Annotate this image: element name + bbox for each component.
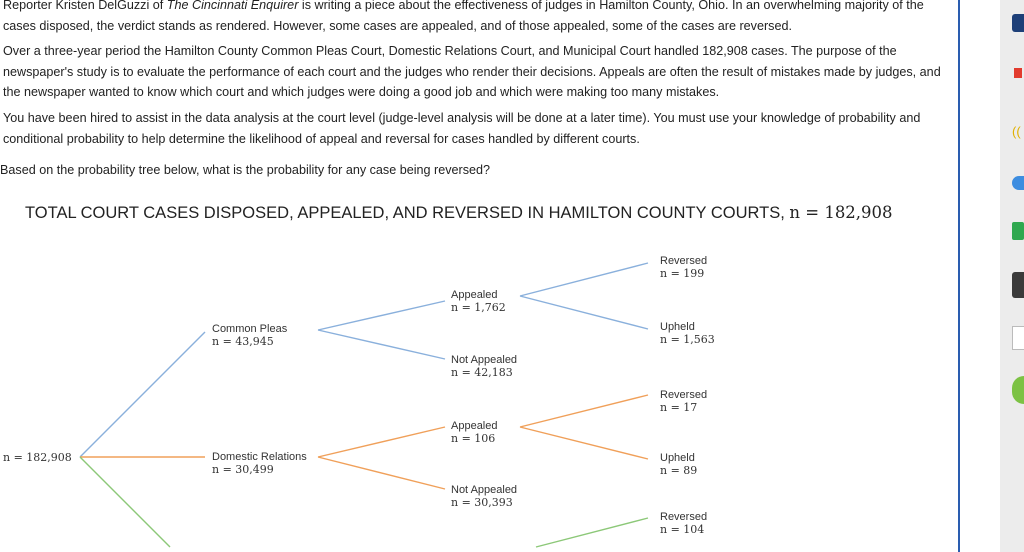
- intro-paragraph-1: [3, 0, 951, 36]
- tree-node-dr-upheld: [660, 452, 697, 477]
- tree-title-n: n = 182,908: [789, 203, 893, 222]
- node-label: Reversed: [660, 255, 708, 267]
- branch-dr-upheld: [520, 427, 648, 459]
- intro-text: Reporter Kristen DelGuzzi of: [3, 0, 167, 12]
- broadcast-icon[interactable]: ((: [1012, 124, 1021, 139]
- node-label: Appealed: [451, 420, 498, 432]
- node-label: Reversed: [660, 511, 708, 523]
- tree-node-dr-appealed: [451, 420, 498, 445]
- bookmark-icon[interactable]: [1012, 14, 1024, 32]
- circle-app-icon[interactable]: [1012, 376, 1024, 404]
- node-count: n = 1,762: [451, 300, 506, 314]
- branch-root-municipal: [80, 457, 170, 547]
- tree-node-mc-reversed: [660, 511, 707, 536]
- node-label: Upheld: [660, 452, 695, 464]
- node-label: Appealed: [451, 289, 498, 301]
- node-label: Domestic Relations: [212, 451, 307, 463]
- tree-node-cp-upheld: [660, 321, 715, 346]
- tree-node-cp-appealed: [451, 289, 506, 314]
- intro-paragraph-3: You have been hired to assist in the data analysis at the court level (judge-level analysis will be done at a later time). You must use your knowledge of probability and conditional probability to help determine the likelihood of appeal and reversal for cases handled by different courts.: [3, 111, 921, 146]
- branch-cp-reversed: [520, 263, 648, 296]
- right-panel: [960, 0, 1000, 552]
- branch-dr-reversed: [520, 395, 648, 427]
- node-label: Common Pleas: [212, 323, 288, 335]
- publication-name: The Cincinnati Enquirer: [166, 0, 299, 12]
- node-count: n = 199: [660, 266, 705, 280]
- branch-dr-appealed: [318, 427, 445, 457]
- node-count: n = 30,499: [212, 462, 274, 476]
- branch-dr-not-appealed: [318, 457, 445, 489]
- intro-text: is writing a piece about the effectiveness of judges in Hamilton County, Ohio. In an overwhelming majority of the cases disposed, the verdict stands as rendered. However, some cases are appealed, and of those appealed, some of the cases are reversed.: [3, 0, 924, 33]
- node-count: n = 17: [660, 400, 698, 414]
- tree-node-dr-not-appealed: [451, 484, 517, 509]
- branch-cp-appealed: [318, 301, 445, 330]
- branch-cp-not-appealed: [318, 330, 445, 359]
- tree-node-common-pleas: [212, 323, 287, 348]
- side-dock: [1000, 0, 1024, 552]
- node-label: Not Appealed: [451, 354, 518, 366]
- tree-node-dr-reversed: [660, 389, 707, 414]
- tree-node-domestic-relations: [212, 451, 307, 476]
- tree-title-text: TOTAL COURT CASES DISPOSED, APPEALED, AND REVERSED IN HAMILTON COUNTY COURTS,: [25, 204, 790, 222]
- node-count: n = 30,393: [451, 495, 513, 509]
- tree-title: [25, 203, 893, 223]
- document-icon[interactable]: [1012, 326, 1024, 350]
- tree-node-cp-reversed: [660, 255, 707, 280]
- tree-node-cp-not-appealed: [451, 354, 517, 379]
- node-count: n = 104: [660, 522, 705, 536]
- node-count: n = 42,183: [451, 365, 513, 379]
- node-label: Reversed: [660, 389, 708, 401]
- flag-icon[interactable]: [1014, 68, 1022, 78]
- branch-root-common-pleas: [80, 332, 205, 457]
- tree-node-root: [3, 452, 72, 465]
- node-count: n = 89: [660, 463, 698, 477]
- intro-paragraph-2: Over a three-year period the Hamilton County Common Pleas Court, Domestic Relations Court, and Municipal Court handled 182,908 cases. The purpose of the newspaper's study is to evaluate the performance of each court and the judges who render their decisions. Appeals are often the result of mistakes made by judges, and the newspaper wanted to know which court and which judges were doing a good job and which were making too many mistakes.: [3, 44, 941, 99]
- drive-icon[interactable]: [1012, 222, 1024, 240]
- node-count: n = 106: [451, 431, 496, 445]
- root-count: n = 182,908: [3, 451, 72, 464]
- node-count: n = 43,945: [212, 334, 274, 348]
- node-count: n = 1,563: [660, 332, 715, 346]
- problem-question: Based on the probability tree below, what is the probability for any case being reversed?: [0, 163, 491, 177]
- node-label: Upheld: [660, 321, 695, 333]
- node-label: Not Appealed: [451, 484, 518, 496]
- branch-cp-upheld: [520, 296, 648, 329]
- cloud-icon[interactable]: [1012, 176, 1024, 190]
- app-icon[interactable]: [1012, 272, 1024, 298]
- branch-mc-reversed: [536, 518, 648, 547]
